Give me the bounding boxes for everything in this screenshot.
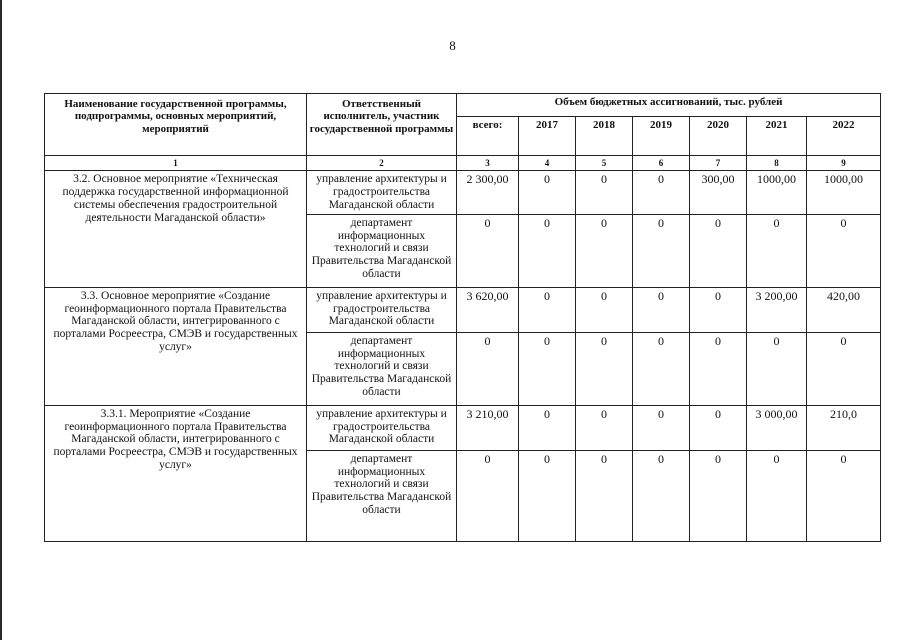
amount-cell: 0 — [690, 450, 747, 541]
executor-name: управление архитектуры и градостроительства Магаданской области — [307, 171, 457, 215]
executor-name: департамент информационных технологий и связи Правительства Магаданской области — [307, 450, 457, 541]
amount-cell: 0 — [576, 287, 633, 332]
page-number: 8 — [449, 38, 456, 53]
column-number: 4 — [519, 156, 576, 171]
amount-total: 2 300,00 — [457, 171, 519, 215]
amount-cell: 210,0 — [807, 405, 881, 450]
amount-total: 0 — [457, 214, 519, 287]
amount-total: 3 210,00 — [457, 405, 519, 450]
header-name: Наименование государственной программы, подпрограммы, основных мероприятий, мероприятий — [45, 94, 307, 156]
header-total: всего: — [457, 117, 519, 156]
amount-cell: 0 — [633, 405, 690, 450]
executor-name: департамент информационных технологий и связи Правительства Магаданской области — [307, 214, 457, 287]
amount-cell: 1000,00 — [747, 171, 807, 215]
amount-total: 3 620,00 — [457, 287, 519, 332]
amount-cell: 0 — [576, 214, 633, 287]
activity-name: 3.3. Основное мероприятие «Создание геоинформационного портала Правительства Магаданской области, интегрированного с порталами Росреестра, СМЭВ и государственных услуг» — [45, 287, 307, 405]
amount-cell: 0 — [519, 214, 576, 287]
header-year: 2017 — [519, 117, 576, 156]
table-row — [45, 405, 881, 450]
table-row — [45, 171, 881, 215]
amount-cell: 0 — [747, 450, 807, 541]
amount-cell: 0 — [747, 332, 807, 405]
header-budget: Объем бюджетных ассигнований, тыс. рублей — [457, 94, 881, 117]
table-row — [45, 287, 881, 332]
column-number: 8 — [747, 156, 807, 171]
budget-table — [44, 93, 881, 542]
amount-cell: 0 — [633, 171, 690, 215]
executor-name: управление архитектуры и градостроительства Магаданской области — [307, 287, 457, 332]
column-number: 6 — [633, 156, 690, 171]
amount-cell: 0 — [576, 171, 633, 215]
amount-cell: 0 — [690, 332, 747, 405]
scan-edge-line — [0, 0, 2, 640]
amount-cell: 0 — [633, 450, 690, 541]
column-number: 7 — [690, 156, 747, 171]
amount-cell: 0 — [519, 287, 576, 332]
header-year: 2020 — [690, 117, 747, 156]
amount-cell: 0 — [519, 171, 576, 215]
header-responsible: Ответственный исполнитель, участник государственной программы — [307, 94, 457, 156]
column-number: 5 — [576, 156, 633, 171]
amount-cell: 3 200,00 — [747, 287, 807, 332]
header-year: 2022 — [807, 117, 881, 156]
executor-name: управление архитектуры и градостроительства Магаданской области — [307, 405, 457, 450]
amount-cell: 0 — [690, 214, 747, 287]
amount-cell: 0 — [807, 332, 881, 405]
executor-name: департамент информационных технологий и связи Правительства Магаданской области — [307, 332, 457, 405]
header-row — [45, 94, 881, 117]
column-number: 3 — [457, 156, 519, 171]
amount-cell: 0 — [690, 287, 747, 332]
activity-name: 3.2. Основное мероприятие «Техническая поддержка государственной информационной системы обеспечения градостроительной деятельности Магаданской области» — [45, 171, 307, 288]
header-year: 2019 — [633, 117, 690, 156]
amount-cell: 300,00 — [690, 171, 747, 215]
header-year: 2021 — [747, 117, 807, 156]
amount-cell: 0 — [576, 450, 633, 541]
column-number: 1 — [45, 156, 307, 171]
amount-cell: 420,00 — [807, 287, 881, 332]
column-number-row — [45, 156, 881, 171]
header-year: 2018 — [576, 117, 633, 156]
amount-cell: 0 — [633, 214, 690, 287]
amount-total: 0 — [457, 332, 519, 405]
column-number: 2 — [307, 156, 457, 171]
activity-name: 3.3.1. Мероприятие «Создание геоинформационного портала Правительства Магаданской области, интегрированного с порталами Росреестра, СМЭВ и государственных услуг» — [45, 405, 307, 541]
amount-cell: 0 — [807, 450, 881, 541]
column-number: 9 — [807, 156, 881, 171]
amount-cell: 0 — [807, 214, 881, 287]
amount-cell: 0 — [633, 287, 690, 332]
amount-total: 0 — [457, 450, 519, 541]
amount-cell: 1000,00 — [807, 171, 881, 215]
amount-cell: 0 — [747, 214, 807, 287]
amount-cell: 0 — [690, 405, 747, 450]
amount-cell: 0 — [576, 332, 633, 405]
amount-cell: 0 — [519, 332, 576, 405]
amount-cell: 0 — [633, 332, 690, 405]
amount-cell: 0 — [576, 405, 633, 450]
amount-cell: 0 — [519, 450, 576, 541]
amount-cell: 0 — [519, 405, 576, 450]
amount-cell: 3 000,00 — [747, 405, 807, 450]
